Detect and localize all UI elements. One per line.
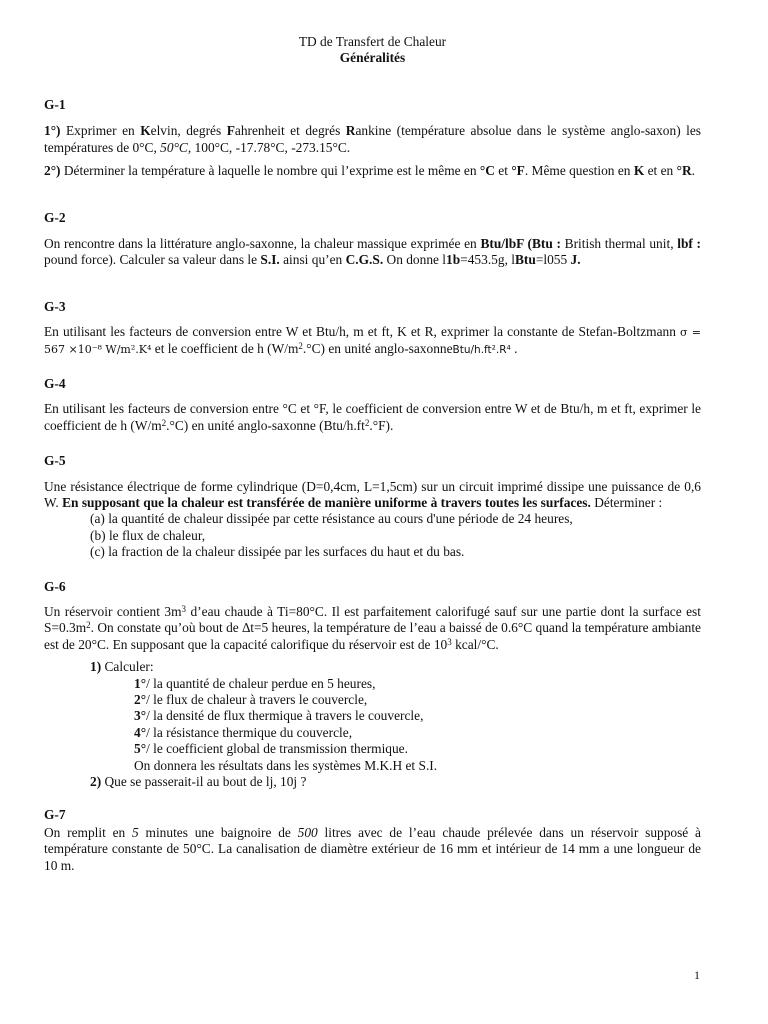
list-item: (c) la fraction de la chaleur dissipée par les surfaces du haut et du bas. (90, 544, 465, 560)
section-heading: G-5 (44, 453, 66, 469)
g4-text: En utilisant les facteurs de conversion entre °C et °F, le coefficient de conversion entre W et de Btu/h, m et ft, exprimer le coefficient de h $(W/m^2.^\circ C)$ en unité anglo-saxonne $(Btu/h.ft^2.^\circ F)$. (44, 401, 701, 433)
section-g6 (44, 579, 701, 791)
g6-text: Un réservoir contient $3m^3$ d’eau chaude à Ti=80°C. Il est parfaitement calorifugé sauf sur une partie dont la surface est $S=0.3m^2$. On constate qu’où bout de ∆t=5 heures, la température de l’eau a baissé de 0.6°C quand la température ambiante est de 20°C. En supposant que la capacité calorifique du réservoir est de $10^3$ kcal/°C. (44, 603, 701, 652)
section-heading: G-4 (44, 375, 66, 391)
section-heading: G-7 (44, 807, 66, 823)
g1-question-1: 1°) Exprimer en Kelvin, degrés Fahrenheit et degrés Rankine (température absolue dans le système anglo-saxon) les températures de 0°C, 50°C, 100°C, -17.78°C, -273.15°C. (44, 123, 702, 155)
document-header (44, 34, 701, 67)
section-g2 (44, 210, 701, 268)
list-item: (a) la quantité de chaleur dissipée par cette résistance au cours d'une période de 24 heures, (90, 511, 573, 527)
document-subtitle: Généralités (339, 50, 406, 66)
g1-question-2: 2°) Déterminer la température à laquelle le nombre qui l’exprime est le même en °C et °F. Même question en K et en °R. (44, 163, 695, 179)
section-g4 (44, 376, 701, 434)
section-heading: G-2 (44, 210, 66, 226)
g5-text: Une résistance électrique de forme cylindrique (D=0,4cm, L=1,5cm) sur un circuit imprimé dissipe une puissance de 0,6 W. En supposant que la chaleur est transférée de manière uniforme à travers toutes les surfaces. Déterminer : (44, 478, 701, 510)
stefan-boltzmann-formula: σ = 567 ×10⁻⁸ W/m².K⁴ (44, 326, 701, 357)
section-g3 (44, 299, 701, 359)
g6-calc: 1) Calculer: (90, 659, 154, 675)
page-number: 1 (694, 968, 700, 982)
section-g5 (44, 453, 701, 560)
section-g1 (44, 97, 701, 180)
list-item: 5°/ le coefficient global de transmission thermique. (134, 741, 408, 757)
list-item: 4°/ la résistance thermique du couvercle, (134, 724, 353, 740)
list-item: 2°/ le flux de chaleur à travers le couvercle, (134, 691, 368, 707)
g7-text: On remplit en 5 minutes une baignoire de 500 litres avec de l’eau chaude prélevée dans un réservoir supposé à température constante de 50°C. La canalisation de diamètre extérieur de 16 mm et intérieur de 14 mm a une longueur de 10 m. (44, 824, 701, 873)
g6-note: On donnera les résultats dans les systèmes M.K.H et S.I. (134, 757, 438, 773)
section-heading: G-6 (44, 578, 66, 594)
list-item: (b) le flux de chaleur, (90, 527, 206, 543)
section-heading: G-1 (44, 96, 66, 112)
list-item: 3°/ la densité de flux thermique à travers le couvercle, (134, 708, 424, 724)
document-page (44, 34, 701, 874)
section-heading: G-3 (44, 298, 66, 314)
section-g7 (44, 807, 701, 874)
g5-list (44, 511, 701, 560)
document-title: TD de Transfert de Chaleur (298, 34, 447, 49)
g6-subitems (44, 676, 701, 774)
anglo-saxon-unit: Btu/h.ft².R⁴ (452, 344, 511, 357)
list-item: 1°/ la quantité de chaleur perdue en 5 heures, (134, 675, 376, 691)
g3-text: En utilisant les facteurs de conversion entre W et Btu/h, m et ft, K et R, exprimer la constante de Stefan-Boltzmann σ = 567 ×10⁻⁸ W/m².K⁴ et le coefficient de h $(W/m^2.^\circ C)$ en unité anglo-saxonneBtu/h.ft².R⁴ . (44, 324, 701, 357)
g2-text: On rencontre dans la littérature anglo-saxonne, la chaleur massique exprimée en Btu/lbF (Btu : British thermal unit, lbf : pound force). Calculer sa valeur dans le S.I. ainsi qu’en C.G.S. On donne l1b=453.5g, lBtu=l055 J. (44, 235, 701, 268)
g6-question-2: 2) Que se passerait-il au bout de lj, 10j ? (90, 774, 307, 789)
